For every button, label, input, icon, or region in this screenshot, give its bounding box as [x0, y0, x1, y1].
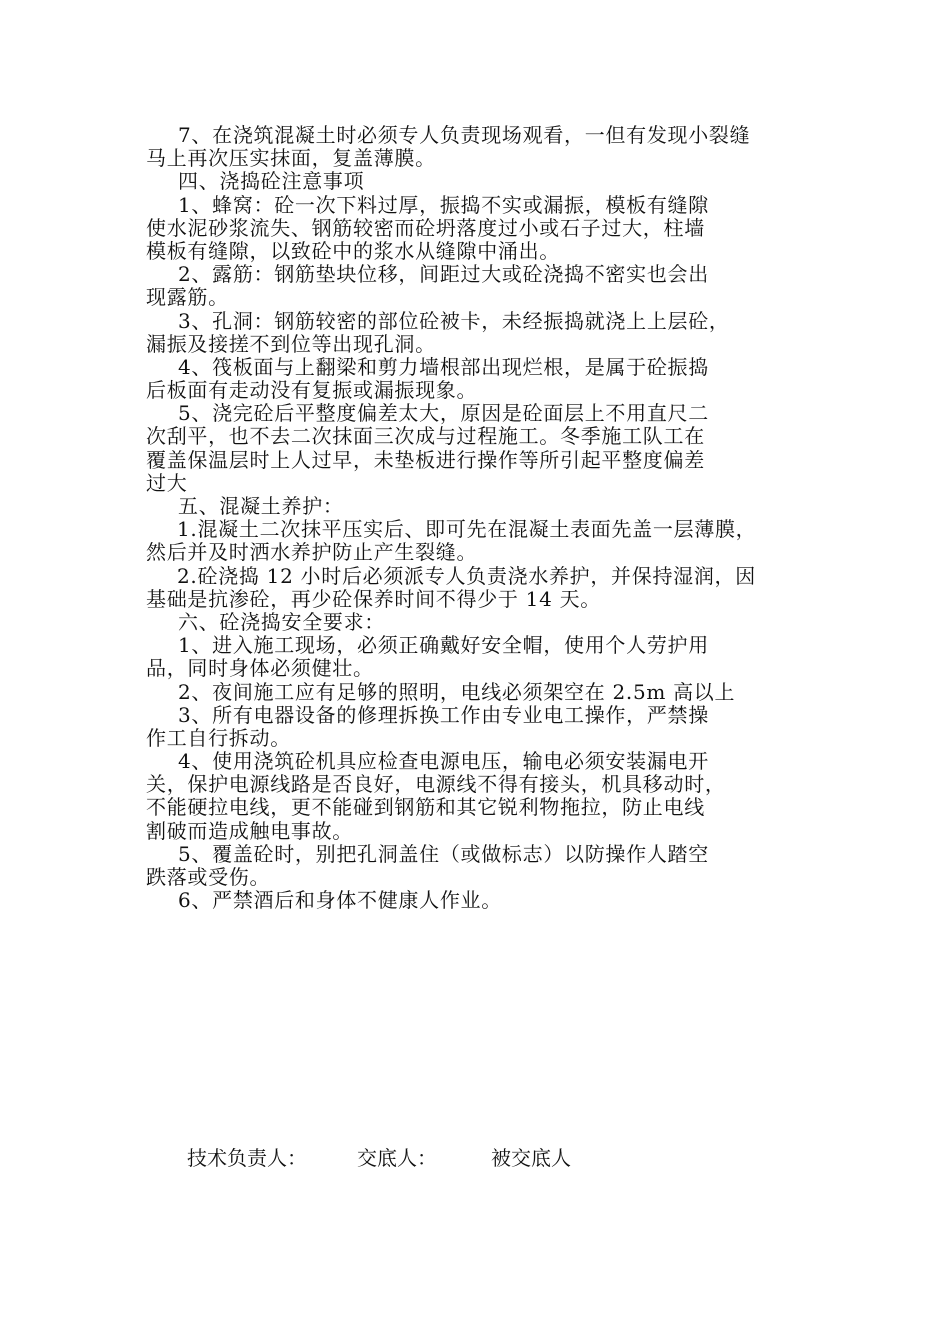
document-body [146, 124, 814, 912]
paragraph-line: 次刮平，也不去二次抹面三次成与过程施工。冬季施工队工在 [146, 424, 705, 449]
paragraph-line: 4、使用浇筑砼机具应检查电源电压，输电必须安装漏电开 [178, 749, 709, 774]
paragraph-line: 1、蜂窝：砼一次下料过厚，振捣不实或漏振，模板有缝隙 [178, 192, 709, 217]
tech-lead-label: 技术负责人： [187, 1146, 307, 1170]
paragraph-line: 品，同时身体必须健壮。 [146, 656, 374, 681]
paragraph-line: 1.混凝土二次抹平压实后、即可先在混凝土表面先盖一层薄膜， [177, 517, 757, 542]
recipient-label: 被交底人 [491, 1146, 571, 1170]
paragraph-line: 3、孔洞：钢筋较密的部位砼被卡，未经振捣就浇上上层砼， [178, 308, 730, 333]
paragraph-line: 马上再次压实抹面，复盖薄膜。 [146, 146, 436, 171]
paragraph-line: 6、严禁酒后和身体不健康人作业。 [178, 888, 502, 913]
paragraph-line: 跌落或受伤。 [146, 865, 271, 889]
paragraph-line: 作工自行拆动。 [146, 725, 291, 750]
paragraph-line: 2、露筋：钢筋垫块位移，间距过大或砼浇捣不密实也会出 [178, 262, 709, 287]
paragraph-line: 不能硬拉电线，更不能碰到钢筋和其它锐利物拖拉，防止电线 [146, 795, 705, 820]
paragraph-line: 使水泥砂浆流失、钢筋较密而砼坍落度过小或石子过大，柱墙 [146, 215, 705, 240]
section-heading: 四、浇捣砼注意事项 [178, 169, 365, 194]
paragraph-line: 现露筋。 [146, 285, 229, 310]
section-heading: 六、砼浇捣安全要求： [178, 609, 385, 634]
presenter-label: 交底人： [357, 1146, 437, 1170]
paragraph-line: 7、在浇筑混凝土时必须专人负责现场观看，一但有发现小裂缝 [178, 123, 751, 147]
paragraph-line: 5、浇完砼后平整度偏差太大，原因是砼面层上不用直尺二 [178, 401, 709, 426]
paragraph-line: 关，保护电源线路是否良好，电源线不得有接头，机具移动时， [146, 772, 726, 797]
paragraph-line: 基础是抗渗砼，再少砼保养时间不得少于 14 天。 [146, 586, 601, 611]
section-heading: 五、混凝土养护： [178, 494, 344, 518]
paragraph-line: 然后并及时洒水养护防止产生裂缝。 [146, 540, 478, 565]
paragraph-line: 模板有缝隙，以致砼中的浆水从缝隙中涌出。 [146, 238, 560, 263]
paragraph-line: 3、所有电器设备的修理拆换工作由专业电工操作，严禁操 [178, 702, 709, 727]
paragraph-line: 2.砼浇捣 12 小时后必须派专人负责浇水养护，并保持湿润，因 [177, 563, 756, 588]
paragraph-line: 5、覆盖砼时，别把孔洞盖住（或做标志）以防操作人踏空 [178, 841, 709, 866]
paragraph-line: 覆盖保温层时上人过早，未垫板进行操作等所引起平整度偏差 [146, 447, 705, 472]
paragraph-line: 2、夜间施工应有足够的照明，电线必须架空在 2.5m 高以上 [178, 679, 736, 704]
paragraph-line: 割破而造成触电事故。 [146, 818, 353, 843]
paragraph-line: 1、进入施工现场，必须正确戴好安全帽，使用个人劳护用 [178, 633, 709, 658]
paragraph-line: 后板面有走动没有复振或漏振现象。 [146, 378, 478, 403]
paragraph-line: 过大 [146, 470, 188, 495]
paragraph-line: 4、筏板面与上翻梁和剪力墙根部出现烂根，是属于砼振捣 [178, 354, 709, 379]
paragraph-line: 漏振及接搓不到位等出现孔洞。 [146, 331, 436, 356]
